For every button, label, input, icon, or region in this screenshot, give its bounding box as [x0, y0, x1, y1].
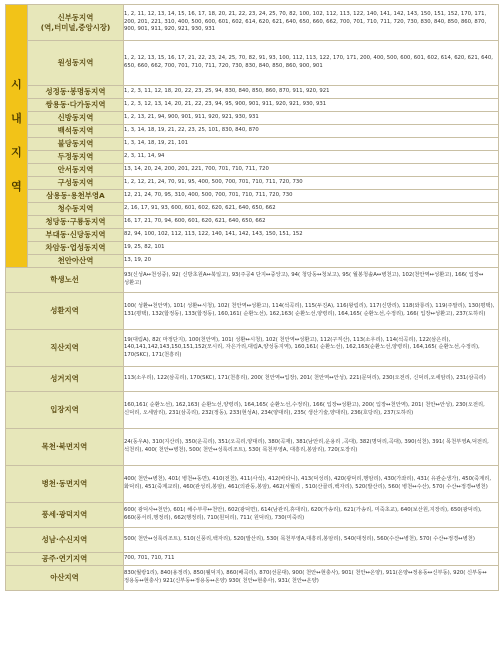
area-name: 구성동지역 — [28, 177, 124, 190]
route-list: 1, 2, 3, 11, 12, 18, 20, 22, 23, 25, 94, 830, 840, 850, 860, 870, 911, 920, 921 — [124, 86, 499, 99]
table-row — [6, 293, 499, 330]
table-row — [6, 392, 499, 429]
table-row — [6, 330, 499, 367]
area-name: 성거지역 — [6, 367, 124, 392]
table-row — [6, 528, 499, 553]
area-name: 부대동·신당동지역 — [28, 229, 124, 242]
route-list: 12, 21, 24, 70, 95, 310, 400, 500, 700, 701, 710, 711, 720, 730 — [124, 190, 499, 203]
route-list: 24(동우A), 310(지산리), 350(운곡리), 351(오곡리,양대리), 380(곡재), 381(남안리,운용리 ,곡대), 382(명덕리,곡대), 390(석천), 391( 목천부영A,덕전리,석천리), 400( 천안↔병천), 500( 천안↔성룩리조트), 530( 목천부영A, 대흥리,봉암리), 720(도장리) — [124, 429, 499, 466]
table-row — [6, 242, 499, 255]
area-sublabel: (역,터미널,중앙시장) — [40, 22, 111, 32]
group-char: 역 — [11, 180, 22, 193]
area-name: 백석동지역 — [28, 125, 124, 138]
route-list: 1, 3, 14, 18, 19, 21, 101 — [124, 138, 499, 151]
route-list: 600( 광덕사↔천안), 601( 해수부루↔천안), 602(광덕면), 614(남관리,휴대리), 620(가송리), 621(가송리, 미죽초교), 640(보산원,지장리), 650(광덕리), 660(풍서리,행정리), 662(행정리), 710(원덕리), 711( 원덕리), 730(미죽리) — [124, 503, 499, 528]
route-list: 13, 19, 20 — [124, 255, 499, 268]
table-row — [6, 41, 499, 86]
area-name: 병천·동면지역 — [6, 466, 124, 503]
route-list: 113(소우리), 122(삼곡리), 170(SKC), 171(천흥리), 200( 천안역↔입장), 201( 천안역↔안성), 221(문덕리), 230(오전리, 신덕리,오세암리), 231(삼곡리) — [124, 367, 499, 392]
table-row — [6, 566, 499, 591]
route-list: 2, 3, 11, 14, 94 — [124, 151, 499, 164]
route-list: 82, 94, 100, 102, 112, 113, 122, 140, 141, 142, 143, 150, 151, 152 — [124, 229, 499, 242]
table-row — [6, 429, 499, 466]
route-list: 19(대림A), 82( 마정단지), 100(천안역), 101( 성환↔시청), 102( 천안역↔성환고), 112(구직산), 113(소우리), 114(석곡리), 122(삼은리), 140,141,142,143,150,151,152(모시리, 자은가리,대림A,양성동지역), 160,161( 순환노선), 162,163(순환노선,양령리), 164,165( 순환노선,수정리), 170(SKC), 171(천흥리) — [124, 330, 499, 367]
area-name: 공주·연기지역 — [6, 553, 124, 566]
area-name: 불당동지역 — [28, 138, 124, 151]
table-row — [6, 553, 499, 566]
area-name: 아산지역 — [6, 566, 124, 591]
route-list: 1, 2, 12, 21, 24, 70, 91, 95, 400, 500, 700, 701, 710, 711, 720, 730 — [124, 177, 499, 190]
route-list: 830(월랑1리), 840(용정리), 850(웰덕지), 860(배곡리), 870(선문대), 900( 천안↔현충사), 901( 천안↔온양), 911(온양↔정용동↔신부동), 920( 신부동↔정용동↔현충사) 921(신부동↔정용동↔온양) 930( 천안↔현충사), 931( 천안↔온양) — [124, 566, 499, 591]
area-name: 성정동·봉명동지역 — [28, 86, 124, 99]
area-name: 원성동지역 — [28, 41, 124, 86]
area-name: 풍세·광덕지역 — [6, 503, 124, 528]
table-row — [6, 367, 499, 392]
table-row — [6, 268, 499, 293]
bus-route-page — [5, 4, 499, 591]
area-name: 삼용동·용천부영A — [28, 190, 124, 203]
area-name: 청당동·구룡동지역 — [28, 216, 124, 229]
city-group-label — [6, 5, 28, 268]
table-row — [6, 190, 499, 203]
table-row — [6, 112, 499, 125]
route-list: 700, 701, 710, 711 — [124, 553, 499, 566]
area-name: 안서동지역 — [28, 164, 124, 177]
table-row — [6, 229, 499, 242]
route-list: 93(신성A↔천성중), 92( 신방초원A↔북일고), 93(주공4 단지↔중앙고), 94( 청당동↔청보고), 95( 월봉청솔A↔병천고), 102(천안역↔성환고), 166( 입장↔성환고) — [124, 268, 499, 293]
area-name: 천안아산역 — [28, 255, 124, 268]
table-row — [6, 151, 499, 164]
route-list: 1, 2, 12, 13, 15, 16, 17, 21, 22, 23, 24, 25, 70, 82, 91, 93, 100, 112, 113, 122, 170, 171, 200, 400, 500, 600, 601, 602, 614, 620, 621, 640, 650, 660, 662, 700, 701, 710, 711, 720, 730, 830, 840, 850, 860, 900, 901 — [124, 41, 499, 86]
group-char: 지 — [11, 146, 22, 159]
route-list: 100( 성환↔천안역), 101( 성환↔시청), 102( 천안역↔성환고), 114(석곡리), 115(두진A), 116(왕림리), 117(신방리), 118(와룡리), 119(주말리), 130(평택), 131(평택), 132(합정동), 133(합정동), 160,161( 순환노선), 162,163( 순환노선,양령리), 164,165( 순환노선,수정리), 166( 입장↔성환고), 237(도하리) — [124, 293, 499, 330]
area-name: 목천·북면지역 — [6, 429, 124, 466]
table-row — [6, 5, 499, 41]
route-list: 500( 천안↔성룩리조트), 510(신풍리,백자리), 520(발산리), 530( 목천부영A,대흥리,봉암리), 540(대정리), 560(수산↔병천), 570( 수산↔정경↔병천) — [124, 528, 499, 553]
bus-route-table — [5, 4, 499, 591]
route-list: 2, 16, 17, 91, 93, 600, 601, 602, 620, 621, 640, 650, 662 — [124, 203, 499, 216]
table-row — [6, 503, 499, 528]
table-row — [6, 216, 499, 229]
area-name: 입장지역 — [6, 392, 124, 429]
table-row — [6, 138, 499, 151]
area-name: 청수동지역 — [28, 203, 124, 216]
group-char: 시 — [11, 78, 22, 91]
route-list: 13, 14, 20, 24, 200, 201, 221, 700, 701, 710, 711, 720 — [124, 164, 499, 177]
area-name: 신방동지역 — [28, 112, 124, 125]
table-row — [6, 99, 499, 112]
table-row — [6, 466, 499, 503]
route-list: 400( 천안↔병천), 401( 병천↔동면), 410(전천), 411(사석), 412(바타니), 413(덕성리), 420(광덕리,행암리), 430(가좌리), 431( 유관순생가), 450(죽계리,화덕리), 451(죽계교리), 460(관성리,봉암), 461(의관동,봉암), 462(서월리 , 510(산골리,백자리), 520(발산리), 560( 병천↔수산), 570( 수산↔정경↔병천) — [124, 466, 499, 503]
table-row — [6, 255, 499, 268]
area-name: 성남·수신지역 — [6, 528, 124, 553]
table-row — [6, 164, 499, 177]
route-list: 160,161( 순환노선), 162,163( 순환노선,양령리), 164,165( 순환노선,수정리), 166( 입장↔성환고), 200( 입장↔천안역), 201( 천안↔안성), 230(오전리,신덕리, 오세암리), 231(삼곡리), 232(정동), 233(현성A), 234(양대리), 235( 생산기술,양대리), 236(호당리), 237(도하리) — [124, 392, 499, 429]
route-list: 1, 3, 14, 18, 19, 21, 22, 23, 25, 101, 830, 840, 870 — [124, 125, 499, 138]
table-row — [6, 125, 499, 138]
area-label: 신부동지역 — [57, 13, 94, 23]
route-list: 1, 2, 11, 12, 13, 14, 15, 16, 17, 18, 20, 21, 22, 23, 24, 25, 70, 82, 100, 102, 112, 113, 122, 140, 141, 142, 143, 150, 151, 152, 170, 171, 200, 201, 221, 310, 400, 500, 600, 601, 602, 614, 620, 621, 640, 650, 660, 662, 700, 701, 710, 711, 720, 730, 830, 840, 850, 860, 870, 900, 901, 911, 920, 921, 930, 931 — [124, 5, 499, 41]
area-name: 학생노선 — [6, 268, 124, 293]
area-name: 두정동지역 — [28, 151, 124, 164]
area-name — [28, 5, 124, 41]
group-char: 내 — [11, 112, 22, 125]
area-name: 쌍용동·다가동지역 — [28, 99, 124, 112]
route-list: 1, 2, 3, 12, 13, 14, 20, 21, 22, 23, 94, 95, 900, 901, 911, 920, 921, 930, 931 — [124, 99, 499, 112]
table-row — [6, 86, 499, 99]
table-row — [6, 177, 499, 190]
route-list: 16, 17, 21, 70, 94, 600, 601, 620, 621, 640, 650, 662 — [124, 216, 499, 229]
route-list: 1, 2, 13, 21, 94, 900, 901, 911, 920, 921, 930, 931 — [124, 112, 499, 125]
area-name: 성환지역 — [6, 293, 124, 330]
area-name: 직산지역 — [6, 330, 124, 367]
table-row — [6, 203, 499, 216]
area-name: 차암동·업성동지역 — [28, 242, 124, 255]
route-list: 19, 25, 82, 101 — [124, 242, 499, 255]
